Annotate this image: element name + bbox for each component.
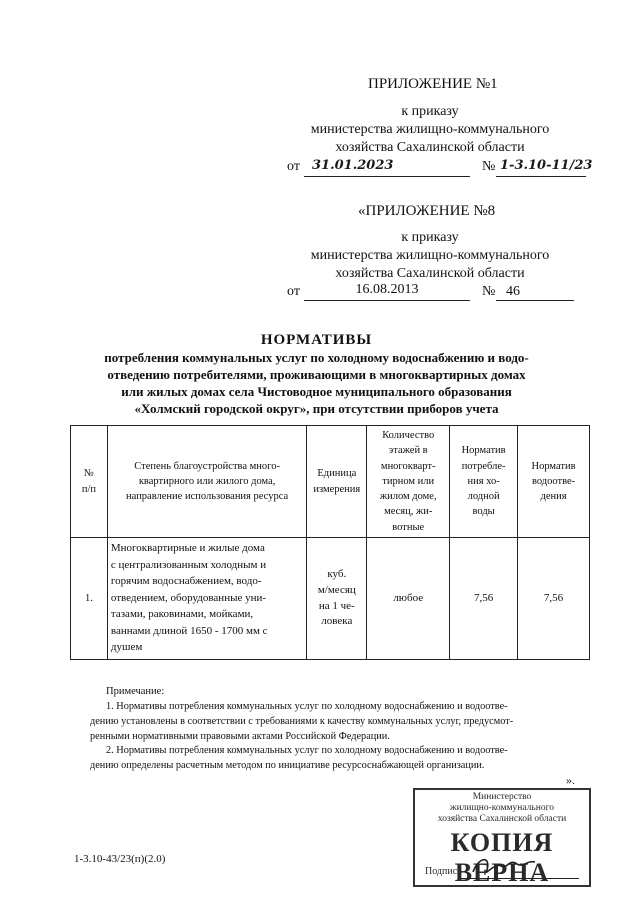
- document-code: 1-3.10-43/23(п)(2.0): [74, 853, 166, 865]
- appendix8-line2: министерства жилищно-коммунального: [310, 248, 550, 263]
- subtitle-line3: или жилых домах села Чистоводное муниципального образования: [121, 384, 512, 399]
- notes-heading: Примечание:: [106, 686, 165, 697]
- table-row: [71, 538, 590, 660]
- subtitle-line1: потребления коммунальных услуг по холодному водоснабжению и водо-: [104, 350, 529, 365]
- row-unit: куб. м/месяц на 1 че- ловека: [307, 538, 367, 660]
- header-floors: Количество этажей в многокварт- тирном или жилом доме, месяц, жи- вотные: [367, 426, 450, 538]
- appendix8-number: 46: [506, 284, 520, 299]
- norms-table: [70, 425, 590, 660]
- stamp-line2: жилищно-коммунального: [450, 803, 554, 813]
- header-water: Норматив потребле- ния хо- лодной воды: [450, 426, 518, 538]
- appendix8-line3: хозяйства Сахалинской области: [335, 266, 525, 281]
- appendix1-title: ПРИЛОЖЕНИЕ №1: [368, 76, 498, 92]
- header-unit: Единица измерения: [307, 426, 367, 538]
- table-header-row: [71, 426, 590, 538]
- note1-line1: 1. Нормативы потребления коммунальных услуг по холодному водоснабжению и водоотве-: [106, 701, 508, 712]
- subtitle-line4: «Холмский городской округ», при отсутствии приборов учета: [134, 401, 499, 416]
- appendix8-num-label: №: [482, 284, 496, 299]
- stamp-line1: Министерство: [472, 792, 532, 802]
- closing-quote: ».: [566, 773, 575, 787]
- stamp-line3: хозяйства Сахалинской области: [437, 814, 567, 824]
- header-num: № п/п: [71, 426, 108, 538]
- row-num: 1.: [71, 538, 108, 660]
- row-degree: Многоквартирные и жилые дома с централизованным холодным и горячим водоснабжением, водо- отведением, оборудованные уни- тазами, раковинами, мойками, ваннами длиной 1650 - 1700 мм с душем: [107, 538, 306, 660]
- row-floors: любое: [367, 538, 450, 660]
- appendix1-from-label: от: [287, 159, 300, 174]
- appendix1-number-handwritten: 1-3.10-11/23: [500, 158, 593, 173]
- appendix8-line1: к приказу: [401, 230, 459, 245]
- appendix1-date-handwritten: 31.01.2023: [312, 158, 394, 173]
- appendix1-line1: к приказу: [401, 104, 459, 119]
- appendix1-line2: министерства жилищно-коммунального: [310, 122, 550, 137]
- stamp-certified-text: КОПИЯ ВЕРНА: [450, 828, 554, 887]
- stamp-signature-label: Подпись: [425, 866, 462, 877]
- row-drain: 7,56: [518, 538, 590, 660]
- note2-line2: дению определены расчетным методом по инициативе ресурсоснабжающей организации.: [90, 760, 485, 771]
- certified-copy-stamp: [413, 788, 591, 887]
- document-title: НОРМАТИВЫ: [260, 332, 373, 348]
- appendix8-from-label: от: [287, 284, 300, 299]
- header-drain: Норматив водоотве- дения: [518, 426, 590, 538]
- note1-line3: ренными нормативными правовыми актами Российской Федерации.: [90, 731, 390, 742]
- appendix1-num-label: №: [482, 159, 496, 174]
- appendix8-date: 16.08.2013: [355, 282, 419, 297]
- appendix8-title: «ПРИЛОЖЕНИЕ №8: [358, 203, 496, 219]
- note2-line1: 2. Нормативы потребления коммунальных услуг по холодному водоснабжению и водоотве-: [106, 745, 508, 756]
- subtitle-line2: отведению потребителями, проживающими в многоквартирных домах: [107, 367, 526, 382]
- row-water: 7,56: [450, 538, 518, 660]
- note1-line2: дению установлены в соответствии с требованиями к качеству коммунальных услуг, предусмот-: [90, 716, 514, 727]
- signature-scribble: [469, 852, 539, 880]
- appendix1-line3: хозяйства Сахалинской области: [335, 140, 525, 155]
- header-degree: Степень благоустройства много- квартирного или жилого дома, направление использования ресурса: [107, 426, 306, 538]
